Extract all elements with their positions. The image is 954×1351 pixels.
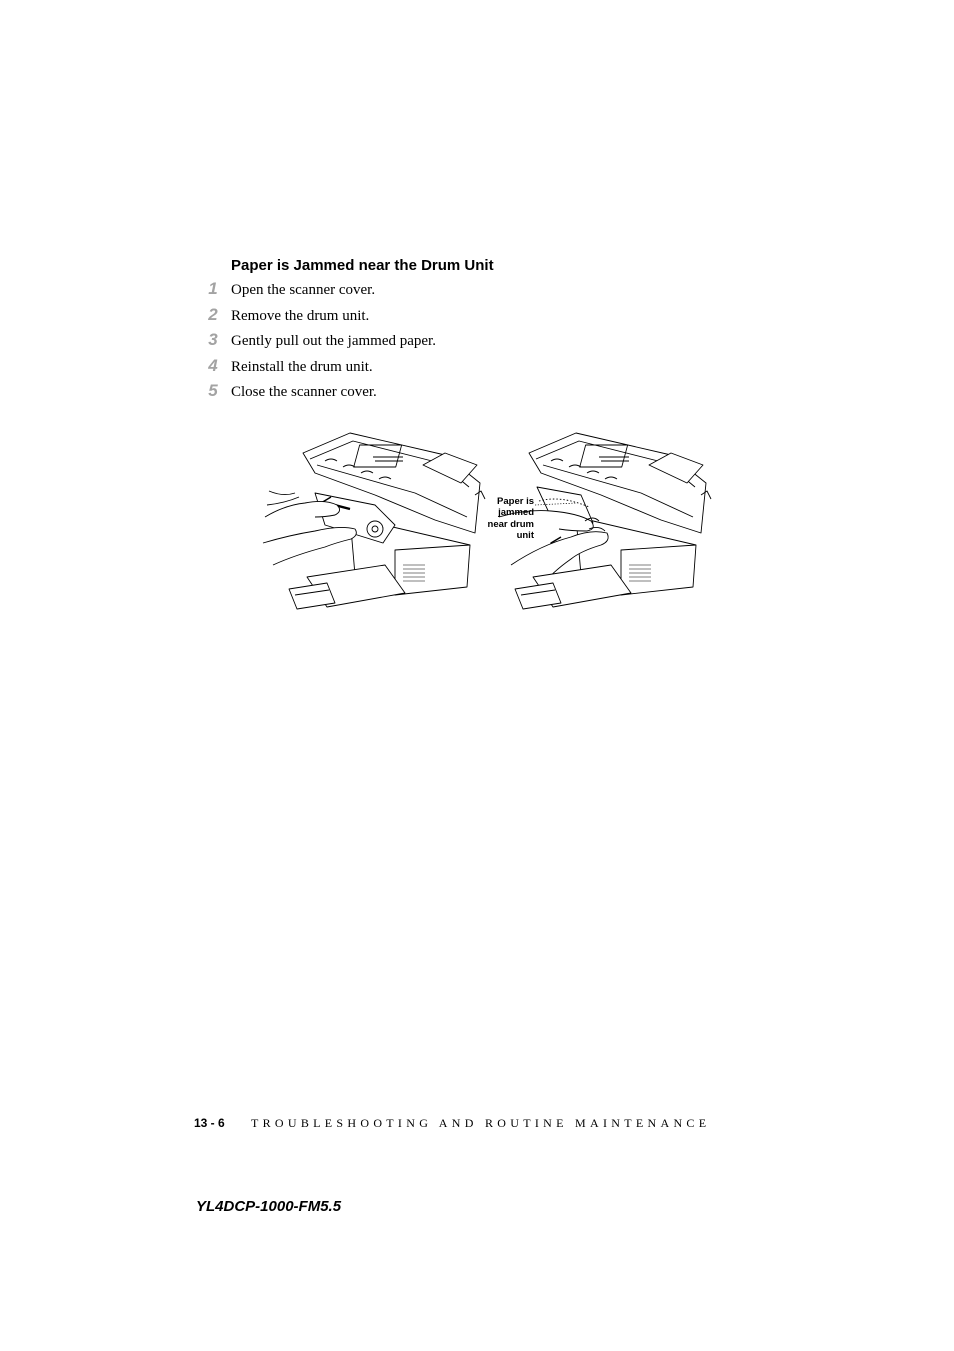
callout-line: jammed <box>498 507 534 519</box>
section-heading: Paper is Jammed near the Drum Unit <box>231 257 494 274</box>
callout-line: unit <box>516 530 534 542</box>
footer-page-number: 13 - 6 <box>194 1116 225 1130</box>
step-text: Open the scanner cover. <box>231 282 376 298</box>
callout-line: near drum <box>487 518 534 530</box>
step-text: Gently pull out the jammed paper. <box>231 333 436 350</box>
step-text: Reinstall the drum unit. <box>231 358 373 375</box>
step-number: 1 <box>208 279 218 298</box>
step-number: 3 <box>208 330 218 350</box>
footer-chapter-title: TROUBLESHOOTING AND ROUTINE MAINTENANCE <box>251 1116 711 1130</box>
callout-line: Paper is <box>497 496 534 507</box>
step-text: Remove the drum unit. <box>231 307 370 324</box>
figure-callout <box>478 496 534 542</box>
step-number: 2 <box>208 304 218 324</box>
machine-drawing-left <box>263 433 485 609</box>
step-number: 4 <box>208 355 218 375</box>
step-number: 5 <box>208 381 218 401</box>
step-text: Close the scanner cover. <box>231 384 377 401</box>
document-id: YL4DCP-1000-FM5.5 <box>196 1198 342 1215</box>
